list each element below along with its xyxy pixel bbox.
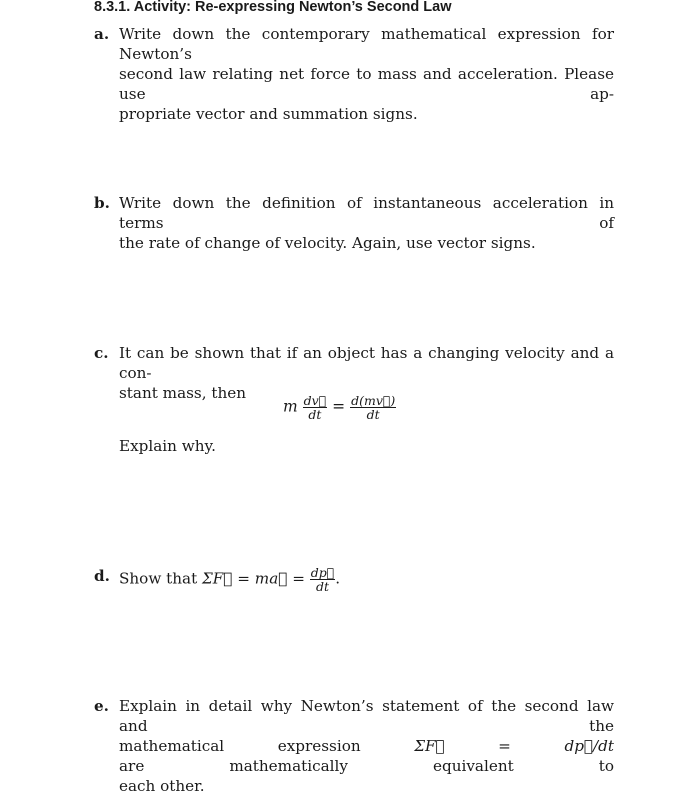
item-b-label: b.: [94, 194, 110, 212]
item-a-line-1: Write down the contemporary mathematical expression for Newton’s: [119, 25, 614, 63]
eq-fraction-dv-dt: [303, 394, 328, 421]
item-d-fraction: [310, 566, 336, 593]
item-a: [94, 24, 614, 124]
item-e-line-2-pre: mathematical expression: [119, 737, 361, 755]
item-e: [94, 696, 614, 796]
item-d-equals: =: [292, 569, 305, 588]
item-e-label: e.: [94, 697, 109, 715]
item-a-label: a.: [94, 25, 110, 43]
item-c-label: c.: [94, 344, 109, 362]
item-c-line-1: It can be shown that if an object has a changing velocity and a con-: [119, 344, 614, 382]
eq-equals: =: [332, 397, 346, 416]
eq-dt-2: dt: [366, 407, 380, 422]
item-b-line-2: the rate of change of velocity. Again, use vector signs.: [119, 234, 536, 252]
item-d-expression: ΣF⃗ = ma⃗: [202, 569, 288, 588]
item-e-line-2-expr: ΣF⃗ = dp⃗/dt: [414, 737, 614, 755]
item-b: [94, 193, 614, 253]
item-a-line-3: propriate vector and summation signs.: [119, 105, 418, 123]
item-e-line-2: [119, 736, 614, 776]
item-c-explain: Explain why.: [119, 437, 216, 455]
item-e-line-2-post: are mathematically equivalent to: [119, 757, 614, 775]
eq-dmv: d(mv⃗): [351, 393, 396, 408]
eq-dt: dt: [308, 407, 322, 422]
activity-heading: 8.3.1. Activity: Re-expressing Newton’s Second Law: [94, 0, 452, 15]
eq-dv: dv⃗: [303, 393, 327, 408]
item-d-label: d.: [94, 567, 110, 585]
item-a-line-2: second law relating net force to mass and acceleration. Please use ap-: [119, 65, 614, 103]
eq-mass: m: [283, 397, 298, 416]
item-e-line-1: Explain in detail why Newton’s statement of the second law and the: [119, 697, 614, 735]
item-b-line-1: Write down the definition of instantaneous acceleration in terms of: [119, 194, 614, 232]
eq-fraction-dmv-dt: [350, 394, 396, 421]
item-e-line-3: each other.: [119, 777, 205, 795]
item-d-show-that: Show that: [119, 569, 198, 588]
item-d-period: .: [335, 569, 341, 588]
item-c-equation: [283, 394, 396, 421]
item-d-dt: dt: [316, 579, 330, 594]
item-d: [94, 566, 614, 593]
item-d-dp: dp⃗: [310, 565, 335, 580]
item-c-line-2: stant mass, then: [119, 384, 247, 402]
